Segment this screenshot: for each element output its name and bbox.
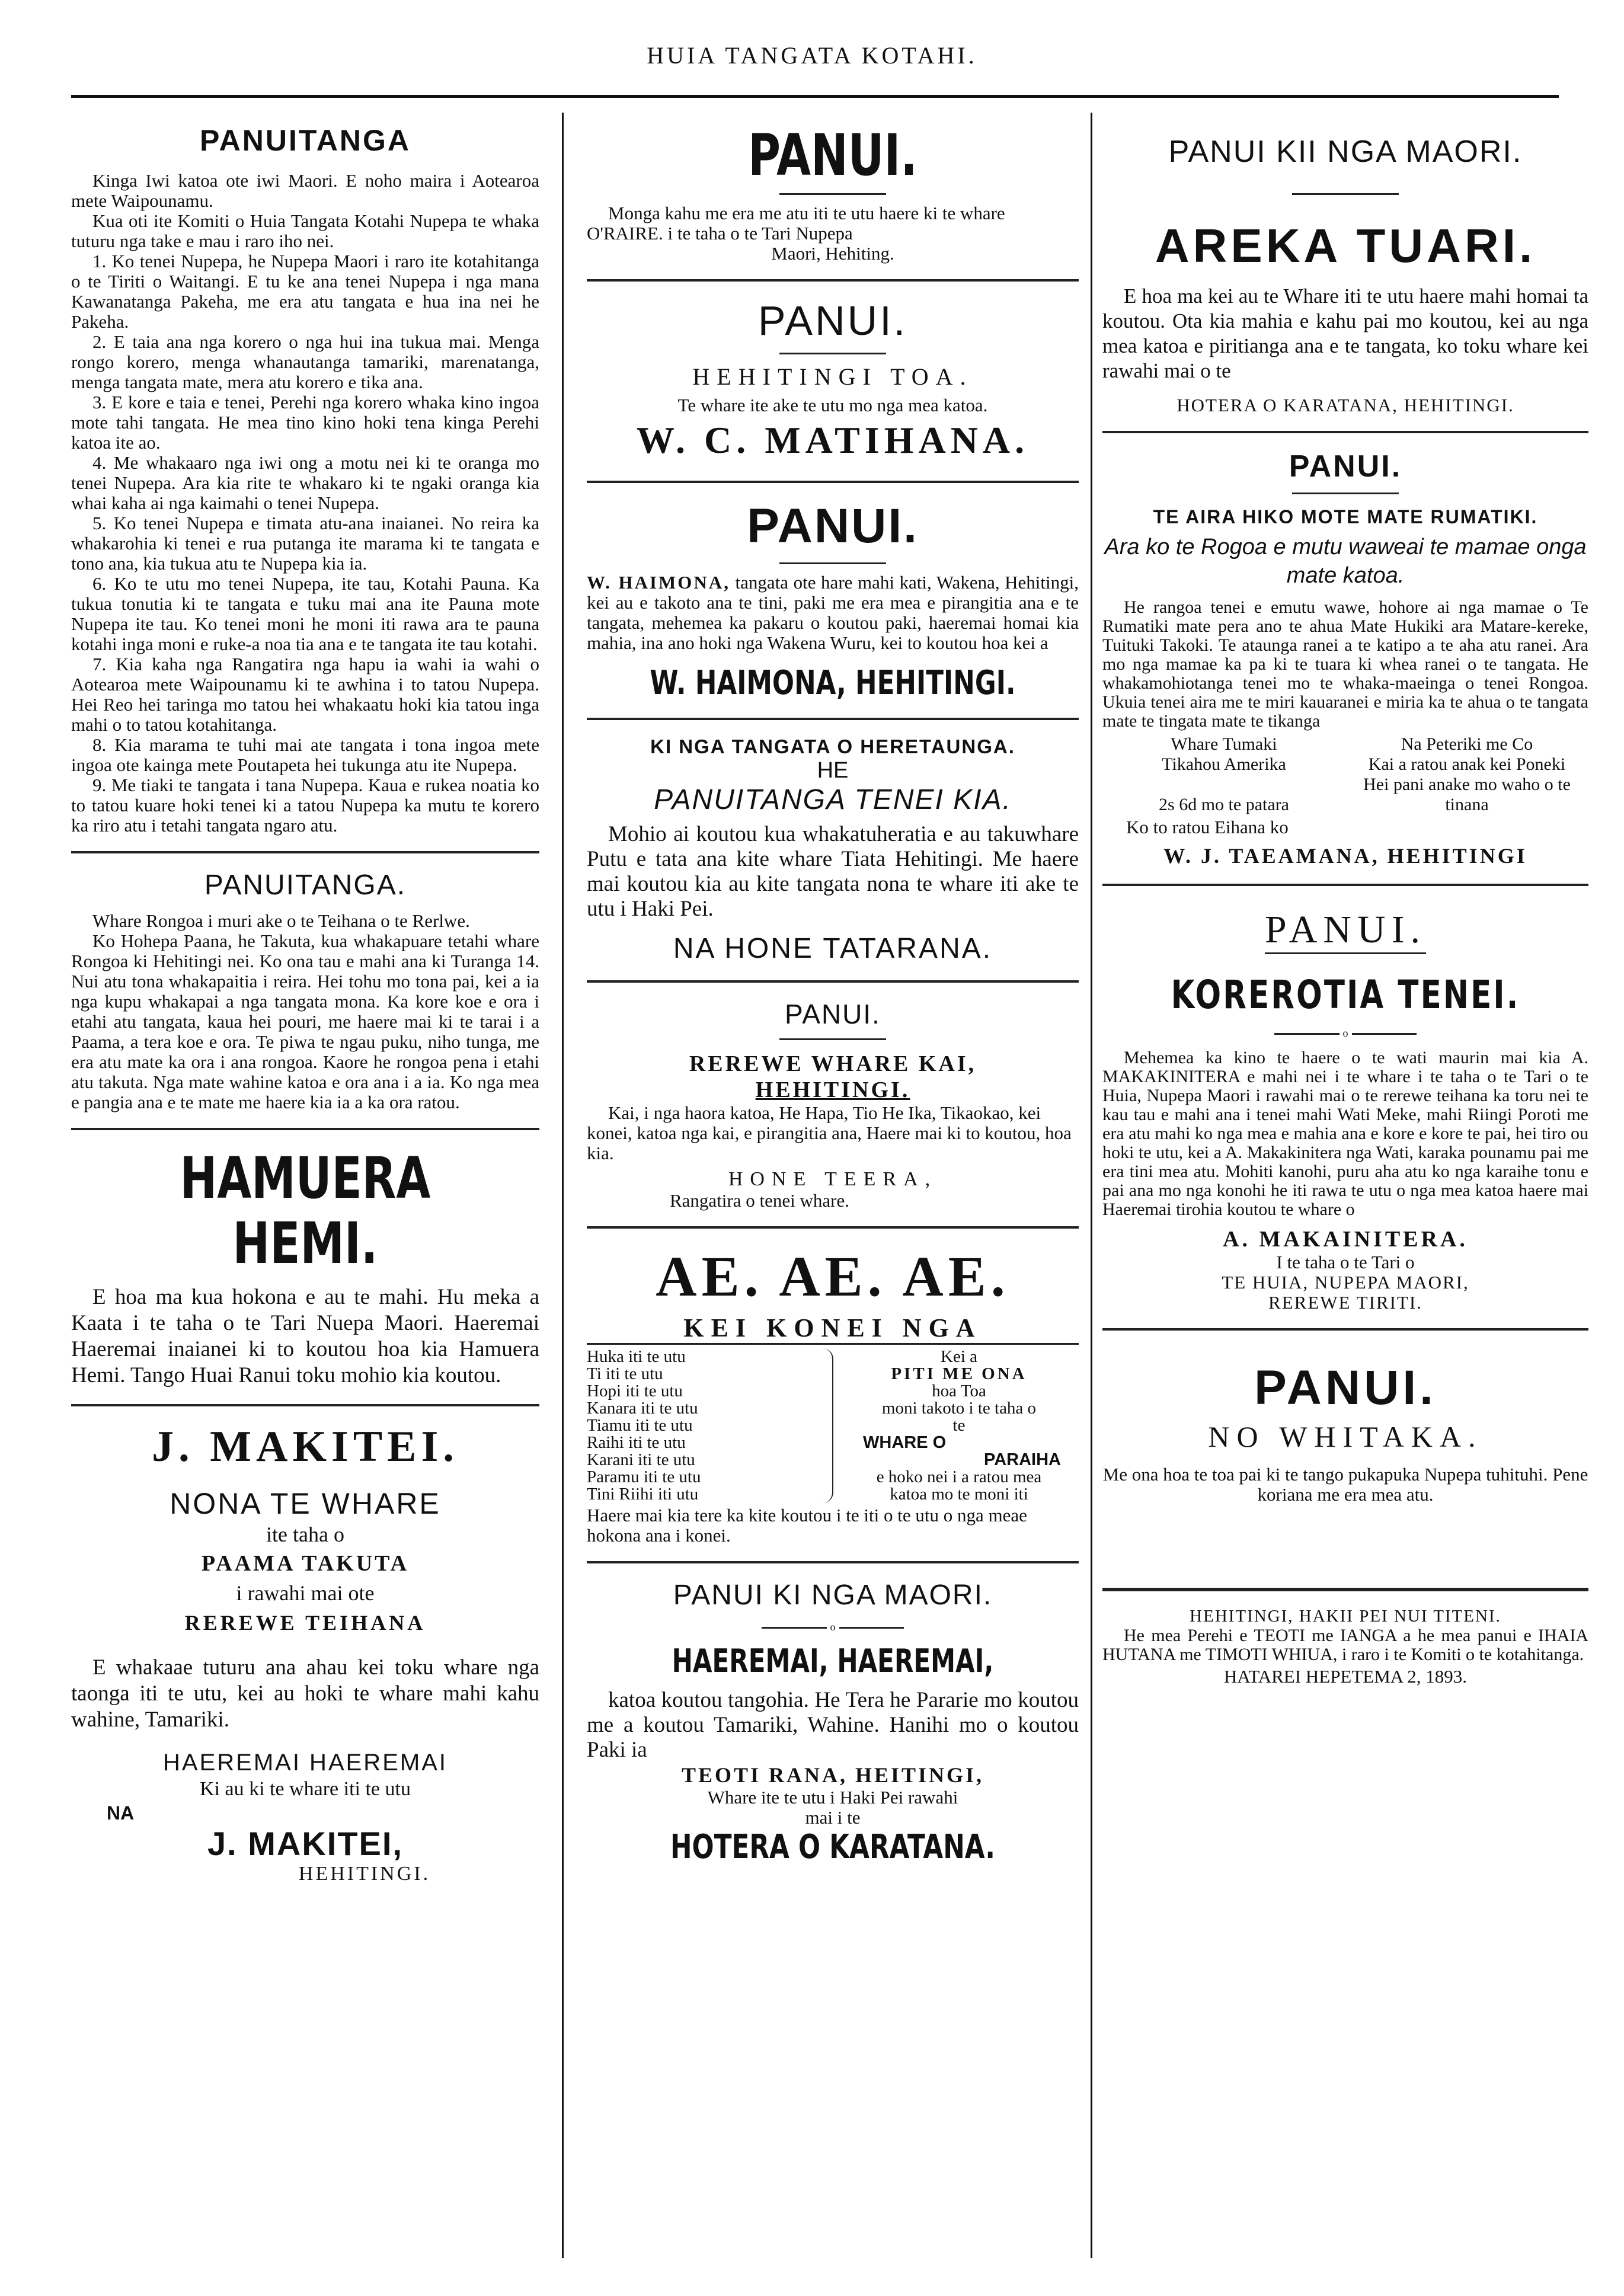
ad-heading: PANUITANGA (200, 124, 411, 157)
divider (1102, 1328, 1588, 1331)
paragraph: Ko Hohepa Paana, he Takuta, kua whakapuare tetahi whare Rongoa ki Hehitingi nei. Ko ona tau e mahi ana ki Turanga 14. Nui atu tona whakapaitia i reira. Hei tohu mo tona pai, kei a ia nga kupu whakapai a nga tangata mona. Ka kore koe e ora i etahi atu tangata, kaua hei pouri, me haere mai ki te tarai i a Paama, a tera koe e ora. Te piwa te ngau puku, niho tunga, me era atu mate ka ora i ana rongoa. Kaore he rongoa pena i etahi atu takuta. Nga mate wahine katoa e ora ana i a ia. Ko nga mea e pangia ana e te mate me haere kia ia a ka ora ratou. (71, 930, 539, 1112)
rule-1: 1. Ko tenei Nupepa, he Nupepa Maori i raro ite kotahitanga o te Tiriti o Waitangi. E tu ke ana tenei Nupepa i nga mana Kawanatanga Pakeha, me era atu tangata e hua ina nei he Pakeha. (71, 251, 539, 332)
ad-subheading: NONA TE WHARE (170, 1487, 441, 1520)
ad-subheading: AREKA TUARI. (1155, 219, 1536, 272)
text-line: PARAIHA (984, 1450, 1061, 1469)
price-table (1102, 734, 1588, 815)
divider (1102, 431, 1588, 433)
ad-areka-tuari (1102, 134, 1588, 415)
text-line: moni takoto i te taha o (881, 1399, 1037, 1418)
paragraph: Mohio ai koutou kua whakatuheratia e au takuwhare Putu e tata ana kite whare Tiata Hehitingi. Me haere mai koutou kia au kite tangata nona te whare iti ake te utu i Haki Pei. (587, 822, 1079, 921)
text-line: Ko to ratou Eihana ko (1126, 817, 1289, 837)
ad-makakinitera (1102, 901, 1588, 1313)
paragraph: Haere mai kia tere ka kite koutou i te iti o te utu o nga meae hokona ana i konei. (587, 1505, 1027, 1546)
paragraph: He rangoa tenei e emutu wawe, hohore ai nga mamae o Te Rumatiki mate pera ano te ahua Mate Hukiki ara Matare-kereke, Tuituki Takoki. Te ataunga ranei a te katipo a te aha atu ranei. Ara mo nga mamae ka pa ki te tuara ki whea ranei o te tangata. He whakamohiotanga tenei mo te whaka-maeinga o tenei Rongoa. Ukuia tenei aira me te miri kauaranei e miria ka te ahua o te tangata mate te tingata mate te tikanga (1102, 597, 1588, 731)
rule-3: 3. E kore e taia e tenei, Perehi nga korero whaka kino ingoa mote tahi tangata. He mea tino kino hoki tena kinga Perehi katoa ite ao. (71, 392, 539, 453)
text-line: te (952, 1416, 966, 1435)
text-line: hoa Toa (932, 1382, 986, 1400)
ad-heading: HAMUERA HEMI. (180, 1145, 431, 1277)
signature: J. MAKITEI, (207, 1825, 404, 1862)
tagline: Ara ko te Rogoa e mutu waweai te mamae onga mate katoa. (1104, 535, 1587, 588)
text-line: PAAMA TAKUTA (201, 1551, 410, 1576)
divider (587, 1561, 1079, 1563)
divider (71, 1404, 539, 1406)
rule-6: 6. Ko te utu mo tenei Nupepa, ite tau, Kotahi Pauna. Ka tukua tonutia ki te tangata e tuku mai ana ite Pauna mote Nupepa ite tau. Ko tenei moni he moni iti rawa ara te pauna kotahi inga moni e ruke-a noa tia ana e te tangata ite tau kotahi. (71, 573, 539, 654)
rule-4: 4. Me whakaaro nga iwi ong a motu nei ki te oranga mo tenei Nupepa. Ara kia rite te whakaro ki te ngaki oranga kia whai kaha ai nga kaimahi o tenei Nupepa. (71, 452, 539, 513)
text-line: TE HUIA, NUPEPA MAORI, (1222, 1272, 1469, 1293)
ad-aira-hiko (1102, 449, 1588, 868)
short-rule (779, 193, 886, 195)
list-item: Kanara iti te utu (587, 1399, 698, 1418)
place: Maori, Hehiting. (771, 243, 894, 264)
ad-heading: PANUI. (1265, 907, 1426, 954)
ad-subheading: KOREROTIA TENEI. (1171, 972, 1520, 1018)
ad-heading: KI NGA TANGATA O HERETAUNGA. (650, 736, 1015, 757)
signature: HOTERA O KARATANA, HEHITINGI. (1177, 395, 1514, 415)
text-line: WHARE O (863, 1433, 947, 1452)
table-cell: Whare Tumaki (1171, 734, 1277, 754)
signature: HONE TEERA, (728, 1168, 938, 1190)
divider (587, 980, 1079, 983)
ornament-rule: o (1274, 1027, 1417, 1039)
date: HATAREI HEPETEMA 2, 1893. (1224, 1666, 1467, 1687)
rule-7: 7. Kia kaha nga Rangatira nga hapu ia wahi ia wahi o Aotearoa mete Waipounamu ki te awhina i to tatou Nupepa. Hei Reo hei taringa mo tatou hei whakaatu hoki kia tatou inga mahi o to tatou kotahitanga. (71, 654, 539, 735)
text-line: HAEREMAI HAEREMAI (163, 1750, 447, 1776)
paragraph: Kinga Iwi katoa ote iwi Maori. E noho maira i Aotearoa mete Waipounamu. (71, 170, 539, 211)
signature: W. J. TAEAMANA, HEHITINGI (1163, 844, 1527, 868)
ad-ae-ae-ae (587, 1244, 1079, 1546)
ad-subheading: NO WHITAKA. (1208, 1420, 1483, 1453)
imprint-heading: HEHITINGI, HAKII PEI NUI TITENI. (1190, 1607, 1501, 1626)
rule-2: 2. E taia ana nga korero o nga hui ina tukua mai. Menga rongo korero, menga whanautanga tamariki, marenatanga, menga tangata mate, mera atu korero e tika ana. (71, 331, 539, 392)
masthead-rule (71, 95, 1559, 98)
ad-subheading: HEHITINGI. (755, 1077, 910, 1102)
ad-karatana (587, 1579, 1079, 1866)
short-rule (1292, 193, 1399, 195)
text-line: Kei a (941, 1347, 977, 1366)
divider (1102, 884, 1588, 886)
ornament-rule: o (762, 1621, 904, 1633)
ad-subheading: HEHITINGI TOA. (692, 363, 973, 390)
paragraph: Whare Rongoa i muri ake o te Teihana o te Rerlwe. (92, 910, 470, 931)
signature: NA HONE TATARANA. (673, 933, 993, 964)
table-cell: Hei pani anake mo waho o te tinana (1363, 775, 1571, 814)
list-item: Huka iti te utu (587, 1347, 686, 1366)
ad-heading: PANUI. (757, 298, 908, 344)
ad-heading: PANUITANGA. (204, 869, 407, 901)
ad-name: W. HAIMONA, (587, 572, 730, 593)
shop-details (839, 1348, 1079, 1503)
paragraph: E whakaae tuturu ana ahau kei toku whare nga taonga iti te utu, kei au hoki te whare mahi kahu wahine, Tamariki. (71, 1655, 539, 1732)
ad-heading: J. MAKITEI. (152, 1422, 459, 1471)
table-cell: Kai a ratou anak kei Poneki (1368, 754, 1566, 774)
goods-list (587, 1348, 833, 1503)
short-rule (779, 353, 886, 354)
list-item: Karani iti te utu (587, 1450, 695, 1469)
ad-subheading: REREWE WHARE KAI, (689, 1051, 977, 1076)
text-line: e hoko nei i a ratou mea (876, 1467, 1042, 1486)
rule-8: 8. Kia marama te tuhi mai ate tangata i tona ingoa mete ingoa ote kainga mete Poutapeta hei tukunga atu ite Nupepa. (71, 734, 539, 775)
text-line: Te whare ite ake te utu mo nga mea katoa. (677, 395, 988, 415)
table-cell: Na Peteriki me Co (1401, 734, 1533, 754)
divider (587, 718, 1079, 720)
imprint (1102, 1607, 1588, 1687)
ad-whare-rongoa (71, 869, 539, 1112)
column-1 (71, 113, 539, 1891)
signature: W. HAIMONA, HEHITINGI. (650, 664, 1016, 702)
list-item: Tiamu iti te utu (587, 1416, 693, 1435)
text-line: REREWE TIRITI. (1268, 1292, 1422, 1313)
ad-subheading: HAEREMAI, HAEREMAI, (672, 1642, 994, 1680)
ad-heading: PANUI. (1254, 1361, 1437, 1415)
paragraph: katoa koutou tangohia. He Tera he Pararie mo koutou me a koutou Tamariki, Wahine. Hanihi mo o koutou Paki ia (587, 1688, 1079, 1762)
text-line: ite taha o (266, 1523, 344, 1546)
ad-heading: PANUI KI NGA MAORI. (673, 1579, 993, 1611)
text-line: i rawahi mai ote (236, 1581, 375, 1605)
ad-heading: PANUI. (1289, 449, 1402, 484)
list-item: Raihi iti te utu (587, 1433, 686, 1452)
ad-heading: AE. AE. AE. (656, 1245, 1010, 1308)
signature: HOTERA O KARATANA. (670, 1828, 995, 1866)
list-item: Tini Riihi iti utu (587, 1485, 699, 1504)
text-line: PITI ME ONA (891, 1364, 1027, 1383)
paragraph: He mea Perehi e TEOTI me IANGA a he mea panui e IHAIA HUTANA me TIMOTI WHIUA, i raro i te Komiti o te kotahitanga. (1102, 1626, 1588, 1664)
paragraph: E hoa ma kei au te Whare iti te utu haere mahi homai ta koutou. Ota kia mahia e kahu pai mo koutou, kei au nga mea katoa e piritianga ana e te tangata, ko toku whare kei rawahi mai o te (1102, 284, 1588, 382)
divider (587, 481, 1079, 483)
divider (71, 1128, 539, 1130)
column-3 (1102, 113, 1588, 1693)
column-rule-1 (562, 113, 564, 2258)
ad-rerewe-whare-kai (587, 998, 1079, 1211)
ad-subheading: PANUITANGA TENEI KIA. (654, 784, 1012, 816)
ad-j-makitei (71, 1422, 539, 1885)
text-line: HE (817, 758, 849, 783)
column-2 (587, 113, 1079, 1872)
place: HEHITINGI. (298, 1863, 431, 1885)
ad-heading: PANUI. (785, 999, 881, 1029)
text-line: Ki au ki te whare iti te utu (200, 1778, 411, 1800)
text-line: katoa mo te moni iti (890, 1485, 1028, 1504)
rule-9: 9. Me tiaki te tangata i tana Nupepa. Kaua e rukea noatia ko to tatou kuare hoki tenei ki a tatou Nupepa ka mutu te korero ka riro atu i tetahi tangata ngaro atu. (71, 775, 539, 836)
list-item: Ti iti te utu (587, 1364, 663, 1383)
short-rule (1292, 493, 1399, 494)
ad-hone-tatarana (587, 736, 1079, 965)
role: Rangatira o tenei whare. (670, 1190, 849, 1211)
column-rule-2 (1091, 113, 1092, 2258)
text-line: I te taha o te Tari o (1276, 1252, 1415, 1272)
paragraph: Mehemea ka kino te haere o te wati maurin mai kia A. MAKAKINITERA e mahi nei i te whare i te taha o te Tari o te Huia, Nupepa Maori i rawahi mai o te rerewe teihana ka toru nei te kau tau e mahi ana i tenei mahi Wati Meke, mahi Riingi Poroti me era atu mahi ko nga mea e mahia ana e kore e kore te pai, hei tiro ou hoki te utu, kei a A. Makakinitera nga Wati, karaka pounamu pai me era tini mea atu. Mohiti kanohi, puru aha atu ko nga karaihe tonu e pai ana mo nga konohi he iti rawa te utu o nga mea katoa haere mai Haeremai tirohia koutou te whare o (1102, 1048, 1588, 1219)
ad-heading: PANUI. (747, 499, 919, 553)
divider (1102, 1588, 1588, 1591)
divider (71, 851, 539, 853)
divider (587, 1226, 1079, 1229)
paragraph: E hoa ma kua hokona e au te mahi. Hu meka a Kaata i te taha o te Tari Nuepa Maori. Haeremai Haeremai inaianei ki to koutou hoa kia Hamuera Hemi. Tango Huai Ranui toku mohio kia koutou. (71, 1285, 539, 1387)
masthead: HUIA TANGATA KOTAHI. (647, 42, 977, 69)
short-rule (779, 562, 886, 564)
text-line: NA (107, 1802, 135, 1824)
paragraph: tangata ote hare mahi kati, Wakena, Hehitingi, kei au e takoto ana te tini, paki me era mea e pirangitia ana e te tangata, mehemea ka pakaru o koutou paki, haeremai homai kia mahia, ina ano hoki nga Wakena Wuru, kei to koutou hoa kei a (587, 572, 1079, 653)
short-rule (779, 1038, 886, 1040)
ad-matihana (587, 297, 1079, 465)
ad-subheading: TE AIRA HIKO MOTE MATE RUMATIKI. (1153, 506, 1538, 527)
ad-panuitanga-rules (71, 123, 539, 836)
ad-oraire (587, 122, 1079, 264)
text-line: RERЕWE TEIHANA (184, 1611, 426, 1635)
divider (587, 279, 1079, 282)
ad-haimona (587, 498, 1079, 702)
list-item: Paramu iti te utu (587, 1467, 701, 1486)
table-cell: Tikahou Amerika (1162, 754, 1286, 774)
table-cell: 2s 6d mo te patara (1159, 795, 1289, 814)
text-line: Whare ite te utu i Haki Pei rawahi (707, 1787, 958, 1808)
paragraph: Monga kahu me era me atu iti te utu haere ki te whare O'RAIRE. i te taha o te Tari Nupepa (587, 203, 1005, 244)
signature: W. C. MATIHANA. (636, 419, 1030, 461)
rule-5: 5. Ko tenei Nupepa e timata atu-ana inaianei. No reira ka whakarohia ki tenei e rua putanga ite marama ki te tangata e tono ana, kia tukua atu te Nupepa kia ia. (71, 513, 539, 574)
ad-hamuera-hemi (71, 1146, 539, 1389)
paragraph: Me ona hoa te toa pai ki te tango pukapuka Nupepa tuhituhi. Pene koriana me era mea atu. (1102, 1464, 1588, 1505)
signature: A. MAKAINITERA. (1223, 1227, 1468, 1252)
ad-heading: PANUI KII NGA MAORI. (1168, 135, 1523, 169)
ad-heading: PANUI. (748, 122, 918, 188)
ad-name: TEOTI RANA, HEITINGI, (681, 1763, 984, 1787)
paragraph: Kai, i nga haora katoa, He Hapa, Tio He Ika, Tikaokao, kei konei, katoa nga kai, e pirangitia ana, Haere mai ki to koutou, hoa kia. (587, 1102, 1072, 1163)
paragraph: Kua oti ite Komiti o Huia Tangata Kotahi Nupepa te whaka tuturu nga take e mau i raro iho nei. (71, 210, 539, 251)
ad-subheading: KEI KONEI NGA (587, 1313, 1079, 1345)
ad-whitaka (1102, 1360, 1588, 1505)
list-item: Hopi iti te utu (587, 1382, 683, 1400)
text-line: mai i te (805, 1807, 861, 1828)
